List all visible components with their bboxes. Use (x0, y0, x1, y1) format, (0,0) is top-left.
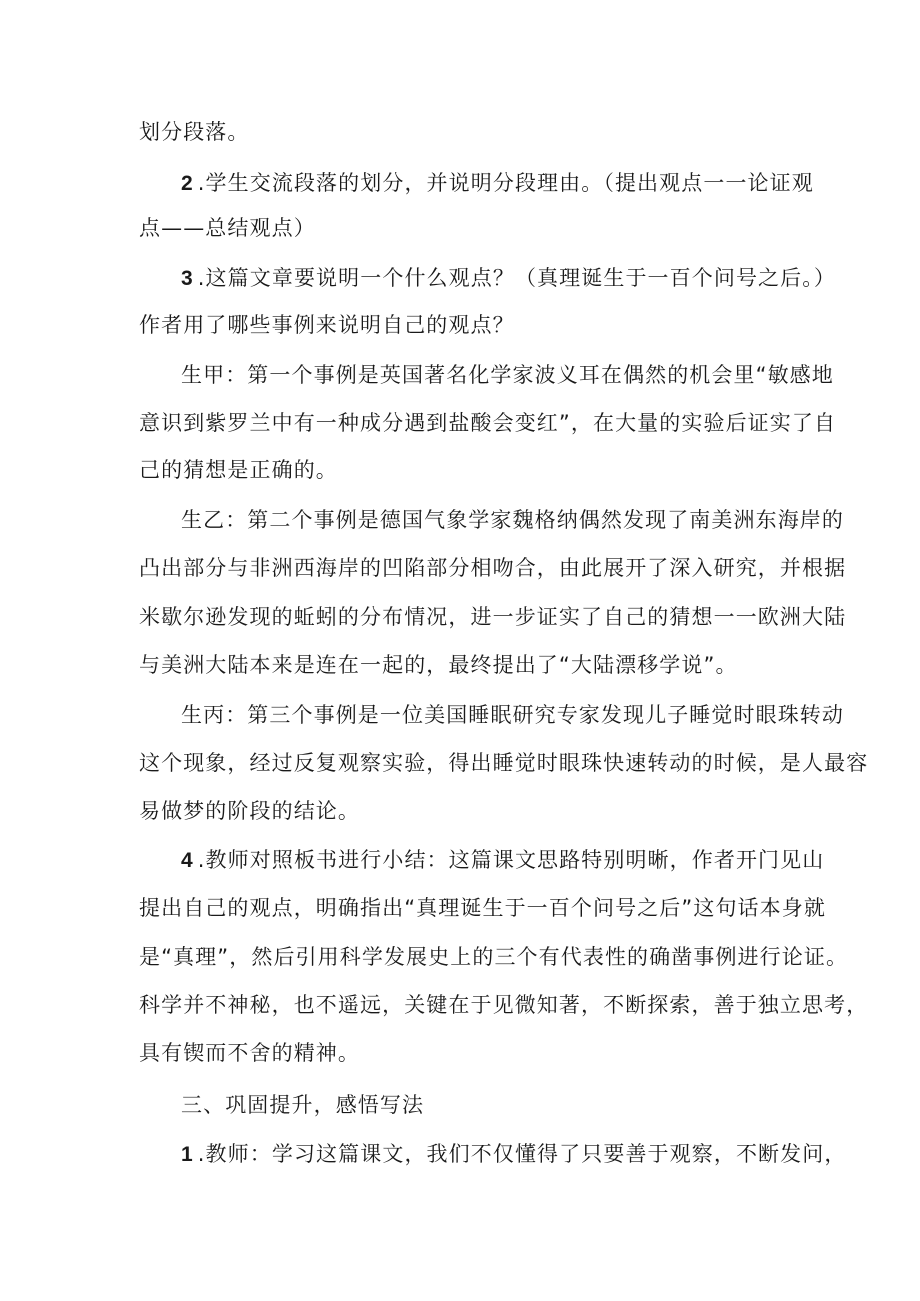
text-line: 生甲：第一个事例是英国著名化学家波义耳在偶然的机会里“敏感地 (181, 363, 834, 387)
text-line: 凸出部分与非洲西海岸的凹陷部分相吻合，由此展开了深入研究，并根据 (139, 556, 847, 580)
text-line: 是“真理”，然后引用科学发展史上的三个有代表性的确凿事例进行论证。 (139, 945, 849, 969)
text-line: 生乙：第二个事例是德国气象学家魏格纳偶然发现了南美洲东海岸的 (181, 508, 844, 532)
text-line: 点——总结观点） (139, 216, 316, 240)
text-line: 2 .学生交流段落的划分，并说明分段理由。（提出观点一一论证观 (181, 171, 814, 195)
item-number: 1 (181, 1143, 194, 1166)
text-line: 4 .教师对照板书进行小结：这篇课文思路特别明晰，作者开门见山 (181, 848, 825, 872)
text-line: 作者用了哪些事例来说明自己的观点？ (139, 313, 515, 337)
text-line: 提出自己的观点，明确指出“真理诞生于一百个问号之后”这句话本身就 (139, 896, 826, 920)
text-line: 己的猜想是正确的。 (139, 458, 338, 482)
text-line: 易做梦的阶段的结论。 (139, 799, 360, 823)
text-line: 3 .这篇文章要说明一个什么观点？（真理诞生于一百个问号之后。） (181, 266, 836, 290)
text-line: 具有锲而不舍的精神。 (139, 1041, 360, 1065)
item-number: 3 (181, 267, 194, 290)
text-line: 这个现象，经过反复观察实验，得出睡觉时眼珠快速转动的时候，是人最容 (139, 751, 869, 775)
text-line: 意识到紫罗兰中有一种成分遇到盐酸会变红”，在大量的实验后证实了自 (139, 411, 837, 435)
text-line: 米歇尔逊发现的蚯蚓的分布情况，进一步证实了自己的猜想一一欧洲大陆 (139, 605, 847, 629)
item-number: 4 (181, 849, 194, 872)
text-line: 与美洲大陆本来是连在一起的，最终提出了“大陆漂移学说”。 (139, 653, 738, 677)
text-line: 1 .教师：学习这篇课文，我们不仅懂得了只要善于观察，不断发问， (181, 1142, 847, 1166)
section-heading: 三、巩固提升，感悟写法 (181, 1093, 425, 1117)
text-line: 科学并不神秘，也不遥远，关键在于见微知著，不断探索，善于独立思考， (139, 993, 869, 1017)
text-line: 划分段落。 (139, 120, 250, 144)
item-number: 2 (181, 172, 194, 195)
text-line: 生丙：第三个事例是一位美国睡眠研究专家发现儿子睡觉时眼珠转动 (181, 703, 844, 727)
